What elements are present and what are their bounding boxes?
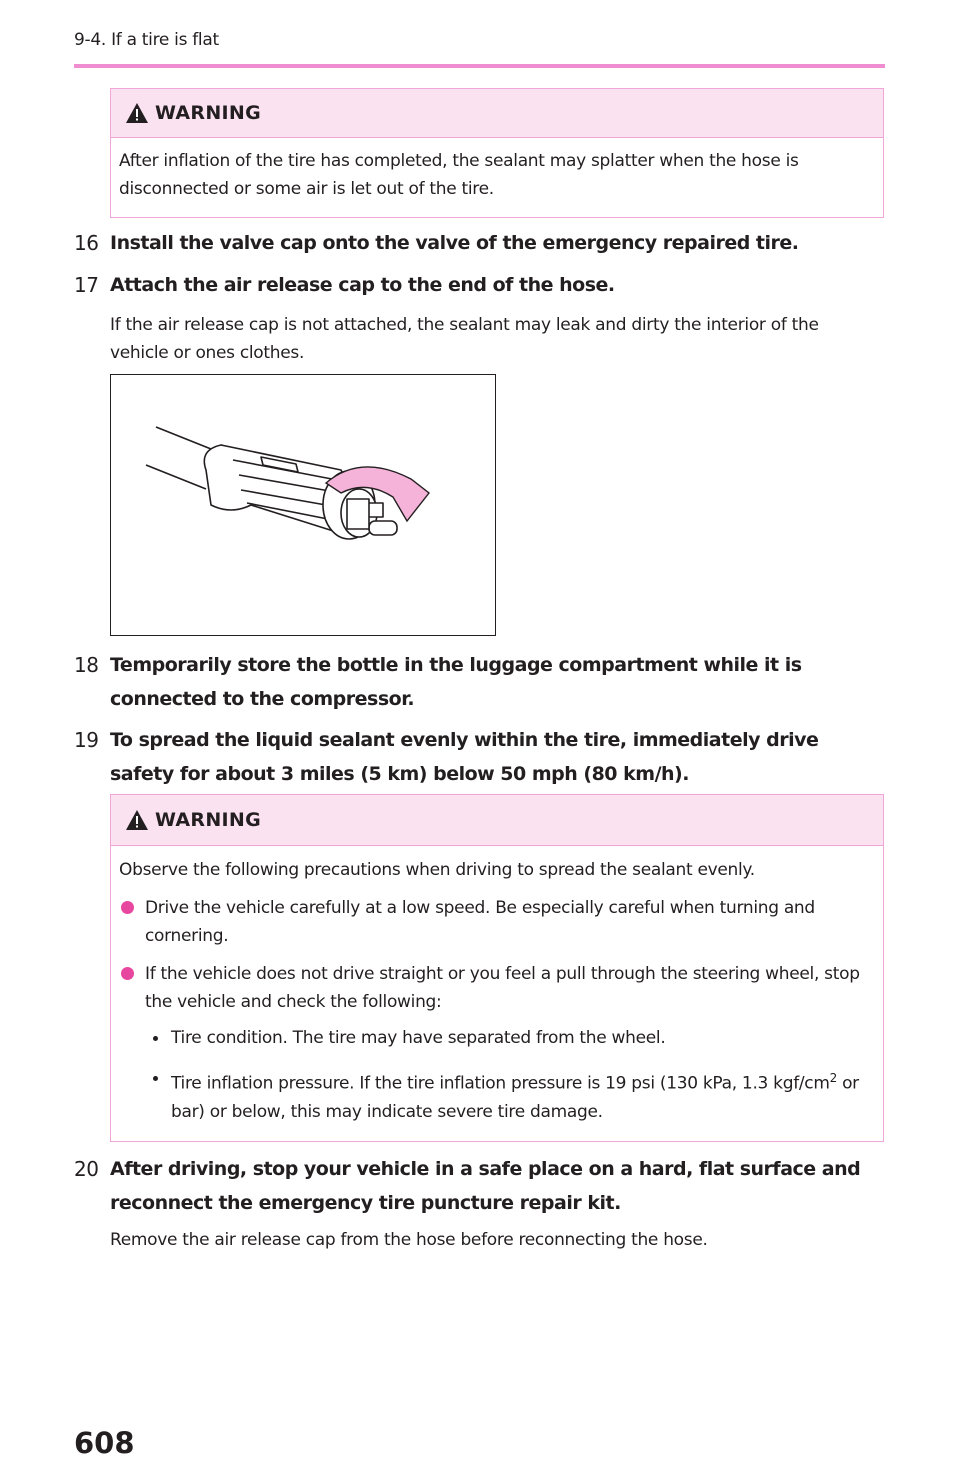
warning-title: WARNING <box>155 809 262 831</box>
air-release-cap-illustration <box>110 374 496 636</box>
step-20 <box>74 1152 874 1220</box>
warning-triangle-icon <box>125 102 149 124</box>
bullet-text: If the vehicle does not drive straight or you feel a pull through the steering wheel, stop the vehicle and check the following: <box>145 964 860 1012</box>
sub-item-text: Tire condition. The tire may have separated from the wheel. <box>171 1028 666 1048</box>
warning-bullet <box>119 960 875 1016</box>
sub-bullet-icon <box>153 1076 158 1081</box>
hose-cap-drawing <box>111 375 494 634</box>
warning-sub-item <box>119 1024 875 1052</box>
warning-triangle-icon <box>125 809 149 831</box>
warning-sub-item <box>119 1064 875 1126</box>
step-text: Attach the air release cap to the end of the hose. <box>110 274 615 296</box>
warning-body <box>111 846 883 1126</box>
step-17 <box>74 268 874 302</box>
step-18 <box>74 648 874 716</box>
sub-item-text: Tire inflation pressure. If the tire inflation pressure is 19 psi (130 kPa, 1.3 kgf/cm <box>171 1073 830 1094</box>
step-text: After driving, stop your vehicle in a safe place on a hard, flat surface and reconnect the emergency tire puncture repair kit. <box>110 1158 861 1214</box>
warning-header <box>111 89 883 138</box>
step-text: To spread the liquid sealant evenly within the tire, immediately drive safety for about 3 miles (5 km) below 50 mph (80 km/h). <box>110 729 819 785</box>
warning-box-2 <box>110 794 884 1142</box>
section-header: 9-4. If a tire is flat <box>74 30 219 50</box>
step-number: 17 <box>74 273 99 297</box>
sub-item-text-cont: or bar) or below, this may indicate severe tire damage. <box>171 1073 859 1122</box>
warning-header <box>111 795 883 846</box>
step-number: 19 <box>74 728 99 752</box>
warning-bullet <box>119 894 875 950</box>
superscript: 2 <box>829 1071 837 1085</box>
page-number: 608 <box>74 1426 135 1460</box>
header-rule <box>74 64 885 68</box>
step-19 <box>74 723 874 791</box>
step-number: 18 <box>74 653 99 677</box>
sub-bullet-icon <box>153 1036 158 1041</box>
step-20-note: Remove the air release cap from the hose before reconnecting the hose. <box>110 1230 708 1250</box>
bullet-text: Drive the vehicle carefully at a low speed. Be especially careful when turning and cornering. <box>145 898 815 946</box>
warning-box-1 <box>110 88 884 218</box>
bullet-dot-icon <box>121 901 134 914</box>
bullet-dot-icon <box>121 967 134 980</box>
step-number: 16 <box>74 231 99 255</box>
warning-intro: Observe the following precautions when driving to spread the sealant evenly. <box>119 860 755 880</box>
warning-title: WARNING <box>155 102 262 124</box>
step-17-note: If the air release cap is not attached, the sealant may leak and dirty the interior of the vehicle or ones clothes. <box>110 315 819 363</box>
step-number: 20 <box>74 1157 99 1181</box>
warning-text: After inflation of the tire has completed, the sealant may splatter when the hose is disconnected or some air is let out of the tire. <box>119 151 799 199</box>
step-text: Temporarily store the bottle in the luggage compartment while it is connected to the compressor. <box>110 654 802 710</box>
step-text: Install the valve cap onto the valve of the emergency repaired tire. <box>110 232 799 254</box>
step-16 <box>74 226 874 260</box>
